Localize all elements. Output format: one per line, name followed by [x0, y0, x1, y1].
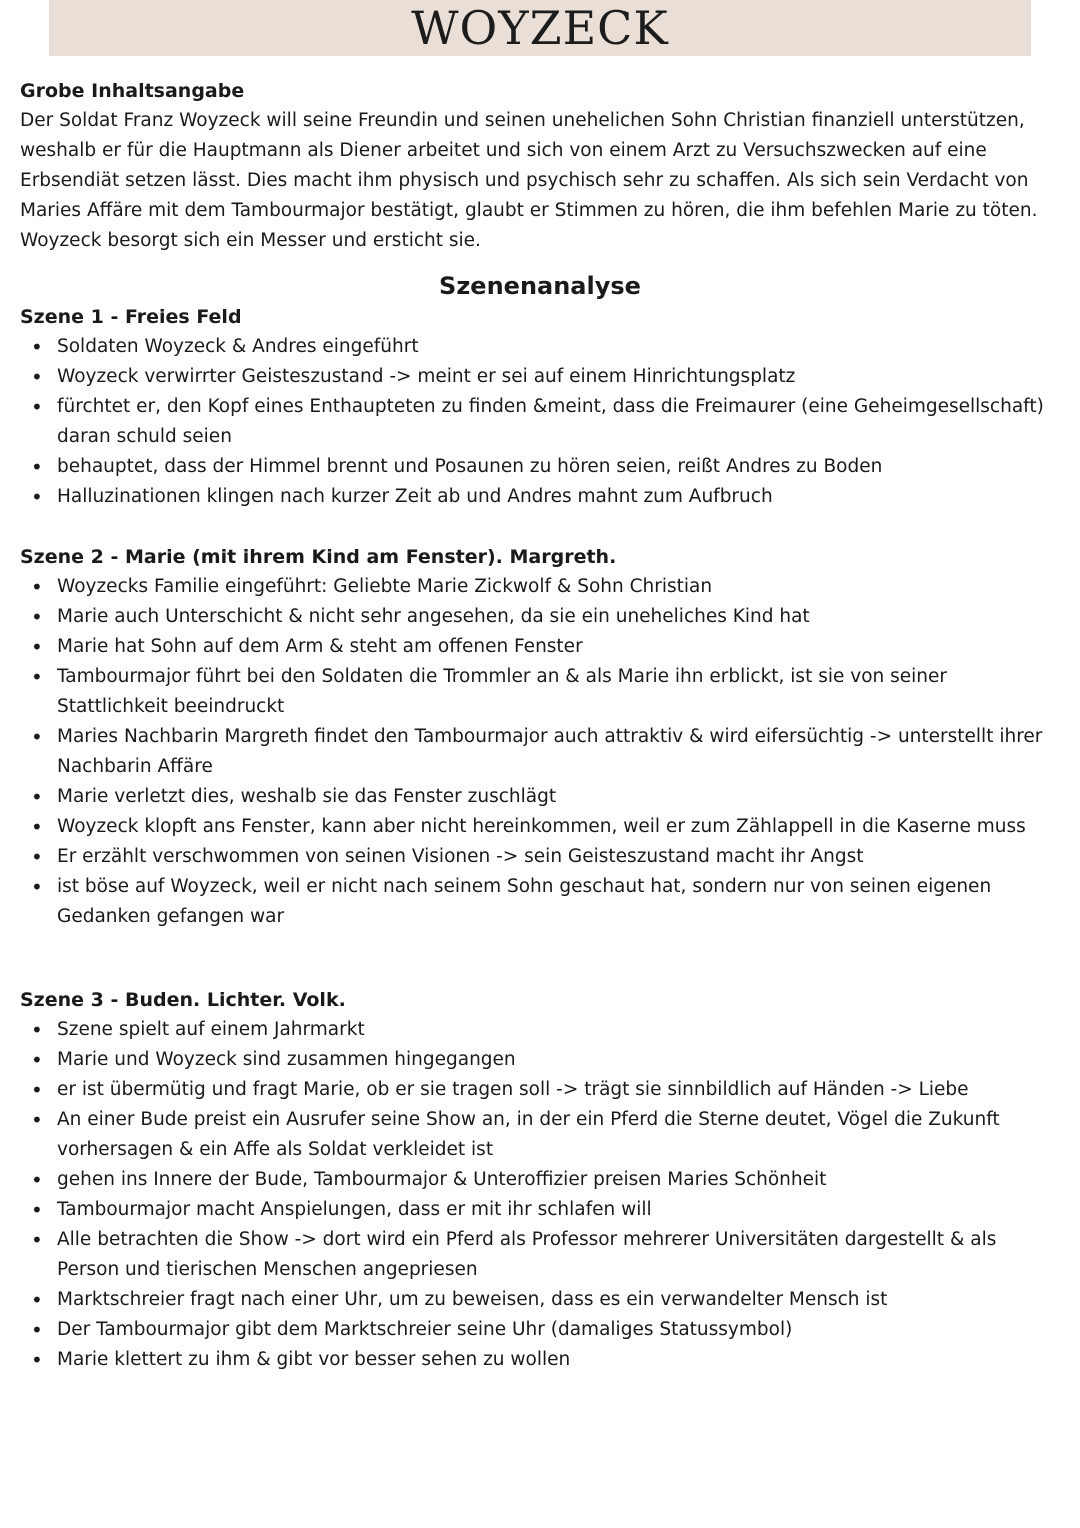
scene-2 — [20, 542, 1060, 932]
bullet-item: • Halluzinationen klingen nach kurzer Zeit ab und Andres mahnt zum Aufbruch — [20, 482, 1060, 512]
bullet-item: • Soldaten Woyzeck & Andres eingeführt — [20, 332, 1060, 362]
bullet-item: • gehen ins Innere der Bude, Tambourmajor & Unteroffizier preisen Maries Schönheit — [20, 1165, 1060, 1195]
bullet-item: • An einer Bude preist ein Ausrufer seine Show an, in der ein Pferd die Sterne deutet, Vögel die Zukunft vorhersagen & ein Affe als Soldat verkleidet ist — [20, 1105, 1060, 1165]
bullet-item: • er ist übermütig und fragt Marie, ob er sie tragen soll -> trägt sie sinnbildlich auf Händen -> Liebe — [20, 1075, 1060, 1105]
spacer — [20, 932, 1060, 985]
scene-3 — [20, 985, 1060, 1375]
bullet-item: • Woyzeck klopft ans Fenster, kann aber nicht hereinkommen, weil er zum Zählappell in die Kaserne muss — [20, 812, 1060, 842]
scene-3-bullets — [20, 1015, 1060, 1375]
bullet-item: • Der Tambourmajor gibt dem Marktschreier seine Uhr (damaliges Statussymbol) — [20, 1315, 1060, 1345]
bullet-item: • Marktschreier fragt nach einer Uhr, um zu beweisen, dass es ein verwandelter Mensch ist — [20, 1285, 1060, 1315]
scene-2-bullets — [20, 572, 1060, 932]
bullet-item: • Alle betrachten die Show -> dort wird ein Pferd als Professor mehrerer Universitäten dargestellt & als Person und tierischen Menschen angepriesen — [20, 1225, 1060, 1285]
bullet-item: • Tambourmajor macht Anspielungen, dass er mit ihr schlafen will — [20, 1195, 1060, 1225]
scene-title: Szene 2 - Marie (mit ihrem Kind am Fenster). Margreth. — [20, 546, 617, 568]
bullet-item: • Marie hat Sohn auf dem Arm & steht am offenen Fenster — [20, 632, 1060, 662]
bullet-item: • Woyzeck verwirrter Geisteszustand -> meint er sei auf einem Hinrichtungsplatz — [20, 362, 1060, 392]
bullet-item: • Marie auch Unterschicht & nicht sehr angesehen, da sie ein uneheliches Kind hat — [20, 602, 1060, 632]
bullet-item: • Szene spielt auf einem Jahrmarkt — [20, 1015, 1060, 1045]
document-title: WOYZECK — [411, 1, 669, 55]
bullet-item: • Er erzählt verschwommen von seinen Visionen -> sein Geisteszustand macht ihr Angst — [20, 842, 1060, 872]
bullet-item: • Tambourmajor führt bei den Soldaten die Trommler an & als Marie ihn erblickt, ist sie von seiner Stattlichkeit beeindruckt — [20, 662, 1060, 722]
bullet-item: • behauptet, dass der Himmel brennt und Posaunen zu hören seien, reißt Andres zu Boden — [20, 452, 1060, 482]
summary-heading: Grobe Inhaltsangabe — [20, 80, 245, 102]
bullet-item: • Maries Nachbarin Margreth findet den Tambourmajor auch attraktiv & wird eifersüchtig -> unterstellt ihrer Nachbarin Affäre — [20, 722, 1060, 782]
scene-title: Szene 1 - Freies Feld — [20, 306, 242, 328]
document-body — [20, 76, 1060, 1375]
bullet-item: • fürchtet er, den Kopf eines Enthaupteten zu finden &meint, dass die Freimaurer (eine Geheimgesellschaft) daran schuld seien — [20, 392, 1060, 452]
title-banner — [49, 0, 1031, 56]
bullet-item: • Marie klettert zu ihm & gibt vor besser sehen zu wollen — [20, 1345, 1060, 1375]
analysis-heading: Szenenanalyse — [439, 272, 641, 300]
scene-1 — [20, 302, 1060, 512]
bullet-item: • Marie verletzt dies, weshalb sie das Fenster zuschlägt — [20, 782, 1060, 812]
bullet-item: • ist böse auf Woyzeck, weil er nicht nach seinem Sohn geschaut hat, sondern nur von seinen eigenen Gedanken gefangen war — [20, 872, 1060, 932]
scene-1-bullets — [20, 332, 1060, 512]
summary-text: Der Soldat Franz Woyzeck will seine Freundin und seinen unehelichen Sohn Christian finanziell unterstützen, weshalb er für die Hauptmann als Diener arbeitet und sich von einem Arzt zu Versuchszwecken auf eine Erbsendiät setzen lässt. Dies macht ihm physisch und psychisch sehr zu schaffen. Als sich sein Verdacht von Maries Affäre mit dem Tambourmajor bestätigt, glaubt er Stimmen zu hören, die ihm befehlen Marie zu töten. Woyzeck besorgt sich ein Messer und ersticht sie. — [20, 110, 1038, 251]
bullet-item: • Woyzecks Familie eingeführt: Geliebte Marie Zickwolf & Sohn Christian — [20, 572, 1060, 602]
bullet-item: • Marie und Woyzeck sind zusammen hingegangen — [20, 1045, 1060, 1075]
scene-title: Szene 3 - Buden. Lichter. Volk. — [20, 989, 346, 1011]
spacer — [20, 512, 1060, 542]
